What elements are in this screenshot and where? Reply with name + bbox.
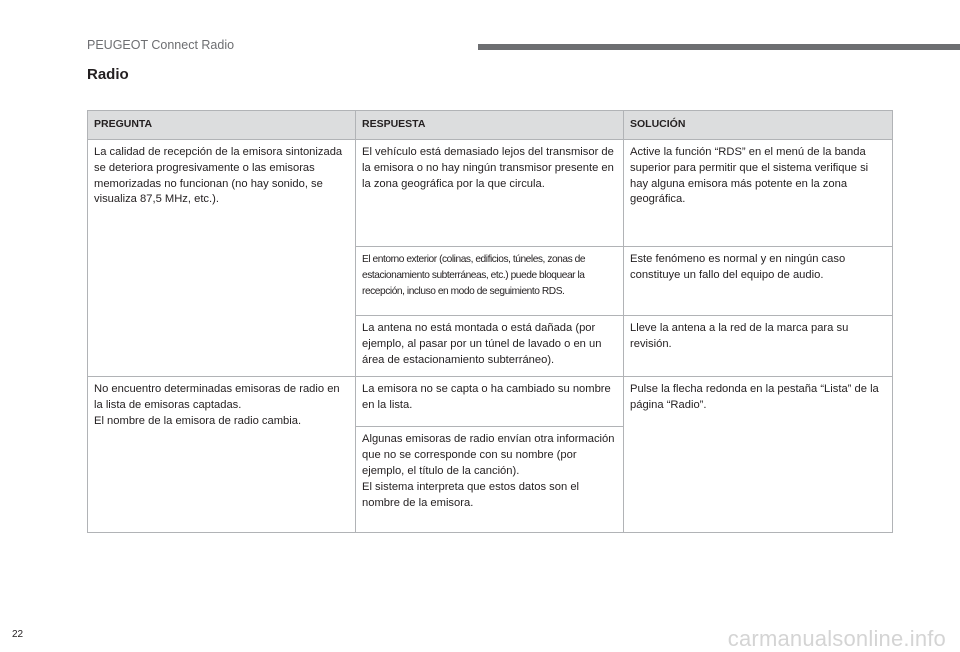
table-header-row — [88, 111, 893, 140]
solution-cell-antenna: Lleve la antena a la red de la marca para su revisión. — [624, 316, 893, 377]
column-header-question: PREGUNTA — [88, 111, 356, 140]
section-title: Radio — [87, 66, 129, 83]
column-header-answer: RESPUESTA — [356, 111, 624, 140]
table-row — [88, 140, 893, 247]
answer-line: El sistema interpreta que estos datos son el nombre de la emisora. — [362, 480, 580, 509]
solution-cell-rds: Active la función “RDS” en el menú de la banda superior para permitir que el sistema verifique si hay alguna emisora más potente en la zona geográfica. — [624, 140, 893, 247]
question-cell-stations — [88, 377, 356, 533]
answer-line: Algunas emisoras de radio envían otra información que no se corresponde con su nombre (por ejemplo, el título de la canción). — [362, 433, 615, 477]
manual-header-title: PEUGEOT Connect Radio — [87, 38, 235, 52]
question-line: El nombre de la emisora de radio cambia. — [94, 414, 302, 427]
header-accent-bar — [478, 44, 960, 50]
question-cell-reception: La calidad de recepción de la emisora sintonizada se deteriora progresivamente o las emisoras memorizadas no funcionan (no hay sonido, se visualiza 87,5 MHz, etc.). — [88, 140, 356, 377]
table-row — [88, 377, 893, 427]
answer-cell-environment: El entorno exterior (colinas, edificios, túneles, zonas de estacionamiento subterráneas, etc.) puede bloquear la recepción, incluso en modo de seguimiento RDS. — [356, 247, 624, 316]
solution-cell-refresh-list: Pulse la flecha redonda en la pestaña “Lista” de la página “Radio”. — [624, 377, 893, 533]
solution-cell-normal: Este fenómeno es normal y en ningún caso constituye un fallo del equipo de audio. — [624, 247, 893, 316]
answer-cell-not-captured: La emisora no se capta o ha cambiado su nombre en la lista. — [356, 377, 624, 427]
page-number: 22 — [12, 629, 24, 640]
question-line: No encuentro determinadas emisoras de radio en la lista de emisoras captadas. — [94, 383, 340, 412]
answer-cell-other-info — [356, 427, 624, 533]
answer-cell-antenna: La antena no está montada o está dañada (por ejemplo, al pasar por un túnel de lavado o en un área de estacionamiento subterráneo). — [356, 316, 624, 377]
column-header-solution: SOLUCIÓN — [624, 111, 893, 140]
watermark-text: carmanualsonline.info — [727, 626, 946, 651]
faq-table — [87, 110, 893, 533]
answer-cell-too-far: El vehículo está demasiado lejos del transmisor de la emisora o no hay ningún transmisor presente en la zona geográfica por la que circula. — [356, 140, 624, 247]
